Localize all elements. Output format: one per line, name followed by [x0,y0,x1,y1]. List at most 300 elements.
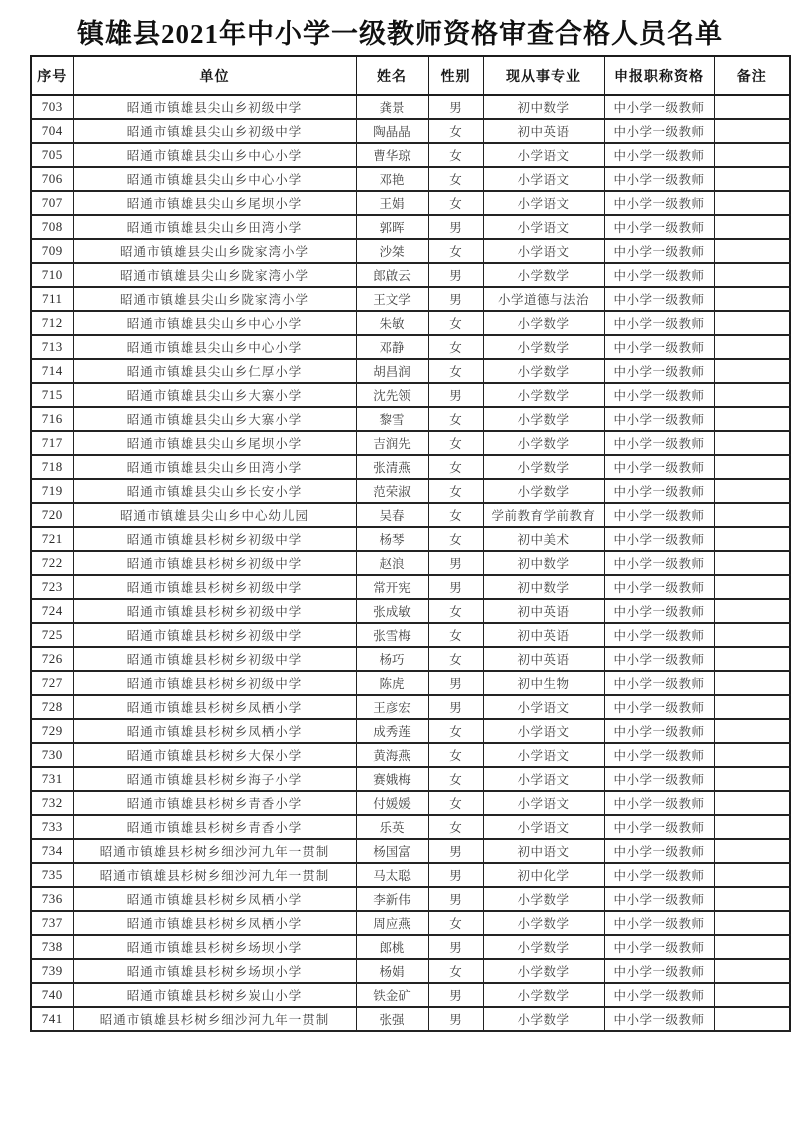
cell-unit: 昭通市镇雄县尖山乡尾坝小学 [73,191,356,215]
table-row [31,839,790,863]
table-row [31,455,790,479]
table-row [31,575,790,599]
cell-declared-title: 中小学一级教师 [604,959,714,983]
cell-name: 吴春 [356,503,428,527]
cell-current-major: 小学语文 [483,239,604,263]
table-row [31,815,790,839]
cell-serial-number: 713 [31,335,73,359]
cell-serial-number: 721 [31,527,73,551]
cell-gender: 男 [428,671,483,695]
cell-unit: 昭通市镇雄县杉树乡初级中学 [73,623,356,647]
table-row [31,959,790,983]
cell-unit: 昭通市镇雄县尖山乡陇家湾小学 [73,239,356,263]
page-title: 镇雄县2021年中小学一级教师资格审查合格人员名单 [77,19,723,49]
cell-gender: 女 [428,791,483,815]
table-row [31,647,790,671]
cell-current-major: 学前教育学前教育 [483,503,604,527]
cell-gender: 女 [428,167,483,191]
cell-serial-number: 703 [31,95,73,119]
cell-remarks [714,239,790,263]
cell-declared-title: 中小学一级教师 [604,191,714,215]
cell-name: 吉润先 [356,431,428,455]
cell-declared-title: 中小学一级教师 [604,383,714,407]
cell-unit: 昭通市镇雄县杉树乡凤栖小学 [73,887,356,911]
cell-name: 郭晖 [356,215,428,239]
cell-current-major: 小学数学 [483,479,604,503]
table-row [31,191,790,215]
cell-unit: 昭通市镇雄县尖山乡大寨小学 [73,407,356,431]
cell-remarks [714,95,790,119]
cell-remarks [714,863,790,887]
table-row [31,359,790,383]
cell-name: 黄海燕 [356,743,428,767]
table-row [31,743,790,767]
cell-name: 成秀莲 [356,719,428,743]
table-header [31,56,790,95]
cell-remarks [714,719,790,743]
cell-declared-title: 中小学一级教师 [604,815,714,839]
cell-current-major: 小学数学 [483,887,604,911]
cell-serial-number: 736 [31,887,73,911]
cell-unit: 昭通市镇雄县杉树乡初级中学 [73,575,356,599]
table-row [31,263,790,287]
cell-current-major: 小学语文 [483,815,604,839]
cell-current-major: 初中英语 [483,647,604,671]
cell-serial-number: 712 [31,311,73,335]
cell-name: 龚景 [356,95,428,119]
cell-current-major: 小学数学 [483,1007,604,1031]
cell-declared-title: 中小学一级教师 [604,839,714,863]
cell-unit: 昭通市镇雄县尖山乡初级中学 [73,95,356,119]
cell-serial-number: 740 [31,983,73,1007]
table-row [31,983,790,1007]
cell-declared-title: 中小学一级教师 [604,239,714,263]
cell-current-major: 小学数学 [483,431,604,455]
cell-name: 马太聪 [356,863,428,887]
cell-declared-title: 中小学一级教师 [604,575,714,599]
cell-current-major: 初中生物 [483,671,604,695]
cell-serial-number: 729 [31,719,73,743]
cell-unit: 昭通市镇雄县杉树乡初级中学 [73,551,356,575]
table-row [31,407,790,431]
cell-unit: 昭通市镇雄县尖山乡中心小学 [73,311,356,335]
table-row [31,671,790,695]
cell-declared-title: 中小学一级教师 [604,863,714,887]
cell-name: 郎桃 [356,935,428,959]
cell-declared-title: 中小学一级教师 [604,95,714,119]
cell-gender: 男 [428,383,483,407]
cell-remarks [714,983,790,1007]
cell-current-major: 初中数学 [483,95,604,119]
table-row [31,935,790,959]
cell-serial-number: 741 [31,1007,73,1031]
table-row [31,1007,790,1031]
cell-remarks [714,167,790,191]
cell-name: 杨巧 [356,647,428,671]
header-gender: 性别 [428,56,483,95]
cell-declared-title: 中小学一级教师 [604,335,714,359]
cell-declared-title: 中小学一级教师 [604,527,714,551]
cell-unit: 昭通市镇雄县尖山乡中心幼儿园 [73,503,356,527]
cell-serial-number: 730 [31,743,73,767]
cell-remarks [714,335,790,359]
cell-remarks [714,791,790,815]
cell-name: 杨琴 [356,527,428,551]
cell-current-major: 初中英语 [483,623,604,647]
table-row [31,119,790,143]
cell-declared-title: 中小学一级教师 [604,719,714,743]
cell-remarks [714,383,790,407]
cell-declared-title: 中小学一级教师 [604,695,714,719]
table-row [31,791,790,815]
header-declared-title: 申报职称资格 [604,56,714,95]
cell-serial-number: 734 [31,839,73,863]
cell-serial-number: 714 [31,359,73,383]
cell-serial-number: 739 [31,959,73,983]
cell-unit: 昭通市镇雄县杉树乡凤栖小学 [73,911,356,935]
cell-current-major: 小学数学 [483,911,604,935]
cell-serial-number: 711 [31,287,73,311]
cell-remarks [714,575,790,599]
cell-gender: 男 [428,935,483,959]
cell-serial-number: 731 [31,767,73,791]
cell-declared-title: 中小学一级教师 [604,767,714,791]
cell-gender: 女 [428,335,483,359]
cell-gender: 女 [428,191,483,215]
cell-remarks [714,1007,790,1031]
cell-serial-number: 722 [31,551,73,575]
cell-serial-number: 708 [31,215,73,239]
table-row [31,215,790,239]
cell-current-major: 小学语文 [483,695,604,719]
cell-remarks [714,935,790,959]
cell-remarks [714,695,790,719]
table-row [31,911,790,935]
cell-gender: 男 [428,887,483,911]
table-row [31,311,790,335]
cell-declared-title: 中小学一级教师 [604,935,714,959]
cell-declared-title: 中小学一级教师 [604,623,714,647]
header-remarks: 备注 [714,56,790,95]
cell-serial-number: 719 [31,479,73,503]
cell-serial-number: 710 [31,263,73,287]
cell-name: 曹华琼 [356,143,428,167]
cell-serial-number: 735 [31,863,73,887]
cell-declared-title: 中小学一级教师 [604,431,714,455]
cell-current-major: 小学语文 [483,167,604,191]
cell-name: 朱敏 [356,311,428,335]
cell-gender: 男 [428,95,483,119]
cell-name: 赛娥梅 [356,767,428,791]
table-row [31,95,790,119]
cell-serial-number: 706 [31,167,73,191]
cell-name: 王文学 [356,287,428,311]
cell-serial-number: 720 [31,503,73,527]
cell-gender: 男 [428,263,483,287]
cell-current-major: 小学语文 [483,143,604,167]
cell-declared-title: 中小学一级教师 [604,599,714,623]
cell-gender: 男 [428,695,483,719]
cell-current-major: 初中英语 [483,599,604,623]
cell-gender: 女 [428,359,483,383]
cell-unit: 昭通市镇雄县杉树乡炭山小学 [73,983,356,1007]
cell-gender: 女 [428,767,483,791]
cell-remarks [714,527,790,551]
cell-current-major: 小学语文 [483,767,604,791]
cell-serial-number: 704 [31,119,73,143]
cell-serial-number: 709 [31,239,73,263]
cell-unit: 昭通市镇雄县杉树乡凤栖小学 [73,695,356,719]
cell-unit: 昭通市镇雄县杉树乡青香小学 [73,815,356,839]
table-row [31,695,790,719]
cell-unit: 昭通市镇雄县尖山乡尾坝小学 [73,431,356,455]
cell-serial-number: 707 [31,191,73,215]
cell-gender: 女 [428,959,483,983]
cell-gender: 女 [428,623,483,647]
cell-gender: 男 [428,983,483,1007]
cell-gender: 男 [428,839,483,863]
cell-remarks [714,431,790,455]
cell-name: 张雪梅 [356,623,428,647]
cell-declared-title: 中小学一级教师 [604,551,714,575]
cell-gender: 男 [428,575,483,599]
cell-serial-number: 705 [31,143,73,167]
cell-name: 杨国富 [356,839,428,863]
cell-remarks [714,623,790,647]
cell-remarks [714,143,790,167]
cell-name: 王彦宏 [356,695,428,719]
cell-name: 张成敏 [356,599,428,623]
cell-unit: 昭通市镇雄县尖山乡陇家湾小学 [73,287,356,311]
table-row [31,431,790,455]
cell-unit: 昭通市镇雄县杉树乡大保小学 [73,743,356,767]
cell-current-major: 小学数学 [483,311,604,335]
cell-serial-number: 717 [31,431,73,455]
cell-name: 张清燕 [356,455,428,479]
cell-remarks [714,479,790,503]
cell-declared-title: 中小学一级教师 [604,1007,714,1031]
header-unit: 单位 [73,56,356,95]
cell-gender: 女 [428,647,483,671]
header-row [31,56,790,95]
cell-name: 张强 [356,1007,428,1031]
cell-remarks [714,551,790,575]
cell-name: 陈虎 [356,671,428,695]
table-row [31,527,790,551]
cell-name: 沈先领 [356,383,428,407]
cell-serial-number: 732 [31,791,73,815]
cell-current-major: 小学数学 [483,455,604,479]
table-row [31,383,790,407]
cell-gender: 女 [428,311,483,335]
cell-unit: 昭通市镇雄县杉树乡海子小学 [73,767,356,791]
cell-current-major: 小学语文 [483,791,604,815]
cell-current-major: 初中美术 [483,527,604,551]
cell-declared-title: 中小学一级教师 [604,911,714,935]
header-current-major: 现从事专业 [483,56,604,95]
cell-gender: 男 [428,287,483,311]
cell-remarks [714,407,790,431]
cell-remarks [714,455,790,479]
cell-current-major: 小学语文 [483,719,604,743]
cell-unit: 昭通市镇雄县尖山乡田湾小学 [73,455,356,479]
table-row [31,503,790,527]
cell-name: 郎啟云 [356,263,428,287]
cell-current-major: 初中数学 [483,551,604,575]
cell-name: 邓静 [356,335,428,359]
cell-remarks [714,359,790,383]
cell-declared-title: 中小学一级教师 [604,215,714,239]
cell-serial-number: 724 [31,599,73,623]
cell-declared-title: 中小学一级教师 [604,647,714,671]
cell-remarks [714,599,790,623]
cell-declared-title: 中小学一级教师 [604,887,714,911]
cell-declared-title: 中小学一级教师 [604,263,714,287]
cell-remarks [714,503,790,527]
cell-serial-number: 715 [31,383,73,407]
cell-gender: 女 [428,743,483,767]
cell-remarks [714,839,790,863]
cell-remarks [714,647,790,671]
cell-unit: 昭通市镇雄县尖山乡仁厚小学 [73,359,356,383]
cell-declared-title: 中小学一级教师 [604,743,714,767]
table-row [31,239,790,263]
cell-declared-title: 中小学一级教师 [604,671,714,695]
cell-unit: 昭通市镇雄县杉树乡场坝小学 [73,959,356,983]
cell-current-major: 小学数学 [483,383,604,407]
cell-current-major: 小学道德与法治 [483,287,604,311]
cell-serial-number: 718 [31,455,73,479]
cell-gender: 女 [428,503,483,527]
table-row [31,551,790,575]
cell-gender: 男 [428,551,483,575]
table-row [31,863,790,887]
cell-declared-title: 中小学一级教师 [604,359,714,383]
cell-remarks [714,671,790,695]
cell-gender: 男 [428,1007,483,1031]
cell-serial-number: 733 [31,815,73,839]
cell-name: 周应燕 [356,911,428,935]
cell-gender: 女 [428,431,483,455]
cell-name: 邓艳 [356,167,428,191]
cell-declared-title: 中小学一级教师 [604,167,714,191]
cell-current-major: 小学语文 [483,191,604,215]
cell-gender: 女 [428,815,483,839]
cell-serial-number: 737 [31,911,73,935]
cell-name: 赵浪 [356,551,428,575]
cell-unit: 昭通市镇雄县杉树乡初级中学 [73,527,356,551]
cell-serial-number: 716 [31,407,73,431]
header-serial-number: 序号 [31,56,73,95]
header-name: 姓名 [356,56,428,95]
cell-remarks [714,311,790,335]
table-row [31,719,790,743]
table-row [31,887,790,911]
table-row [31,599,790,623]
cell-remarks [714,815,790,839]
cell-unit: 昭通市镇雄县尖山乡初级中学 [73,119,356,143]
cell-gender: 女 [428,143,483,167]
cell-unit: 昭通市镇雄县杉树乡细沙河九年一贯制 [73,1007,356,1031]
cell-declared-title: 中小学一级教师 [604,119,714,143]
cell-declared-title: 中小学一级教师 [604,287,714,311]
cell-current-major: 小学数学 [483,359,604,383]
table-row [31,287,790,311]
table-body [31,95,790,1031]
cell-declared-title: 中小学一级教师 [604,311,714,335]
cell-declared-title: 中小学一级教师 [604,143,714,167]
cell-name: 范荣淑 [356,479,428,503]
cell-remarks [714,263,790,287]
cell-remarks [714,215,790,239]
cell-serial-number: 738 [31,935,73,959]
cell-unit: 昭通市镇雄县杉树乡初级中学 [73,599,356,623]
cell-unit: 昭通市镇雄县尖山乡长安小学 [73,479,356,503]
cell-current-major: 初中英语 [483,119,604,143]
cell-name: 陶晶晶 [356,119,428,143]
cell-name: 沙桀 [356,239,428,263]
cell-gender: 女 [428,407,483,431]
cell-unit: 昭通市镇雄县杉树乡初级中学 [73,671,356,695]
cell-name: 付媛媛 [356,791,428,815]
cell-gender: 女 [428,911,483,935]
cell-current-major: 初中语文 [483,839,604,863]
table-row [31,479,790,503]
cell-remarks [714,743,790,767]
cell-remarks [714,767,790,791]
cell-serial-number: 723 [31,575,73,599]
cell-declared-title: 中小学一级教师 [604,503,714,527]
cell-serial-number: 728 [31,695,73,719]
table-row [31,167,790,191]
cell-remarks [714,911,790,935]
cell-unit: 昭通市镇雄县杉树乡场坝小学 [73,935,356,959]
cell-serial-number: 726 [31,647,73,671]
cell-gender: 女 [428,455,483,479]
cell-current-major: 小学语文 [483,215,604,239]
teacher-roster-table [30,55,791,1032]
cell-current-major: 初中化学 [483,863,604,887]
cell-remarks [714,887,790,911]
cell-gender: 男 [428,863,483,887]
cell-gender: 女 [428,119,483,143]
cell-unit: 昭通市镇雄县杉树乡初级中学 [73,647,356,671]
table-row [31,623,790,647]
cell-serial-number: 725 [31,623,73,647]
table-row [31,335,790,359]
cell-unit: 昭通市镇雄县杉树乡凤栖小学 [73,719,356,743]
cell-current-major: 初中数学 [483,575,604,599]
cell-current-major: 小学语文 [483,743,604,767]
cell-declared-title: 中小学一级教师 [604,791,714,815]
cell-unit: 昭通市镇雄县尖山乡陇家湾小学 [73,263,356,287]
cell-current-major: 小学数学 [483,407,604,431]
cell-gender: 女 [428,479,483,503]
cell-unit: 昭通市镇雄县杉树乡细沙河九年一贯制 [73,839,356,863]
cell-declared-title: 中小学一级教师 [604,479,714,503]
cell-remarks [714,959,790,983]
cell-gender: 男 [428,215,483,239]
cell-name: 黎雪 [356,407,428,431]
cell-name: 乐英 [356,815,428,839]
cell-remarks [714,119,790,143]
cell-remarks [714,287,790,311]
cell-current-major: 小学数学 [483,959,604,983]
cell-name: 杨娟 [356,959,428,983]
cell-current-major: 小学数学 [483,263,604,287]
cell-gender: 女 [428,719,483,743]
cell-name: 常开宪 [356,575,428,599]
